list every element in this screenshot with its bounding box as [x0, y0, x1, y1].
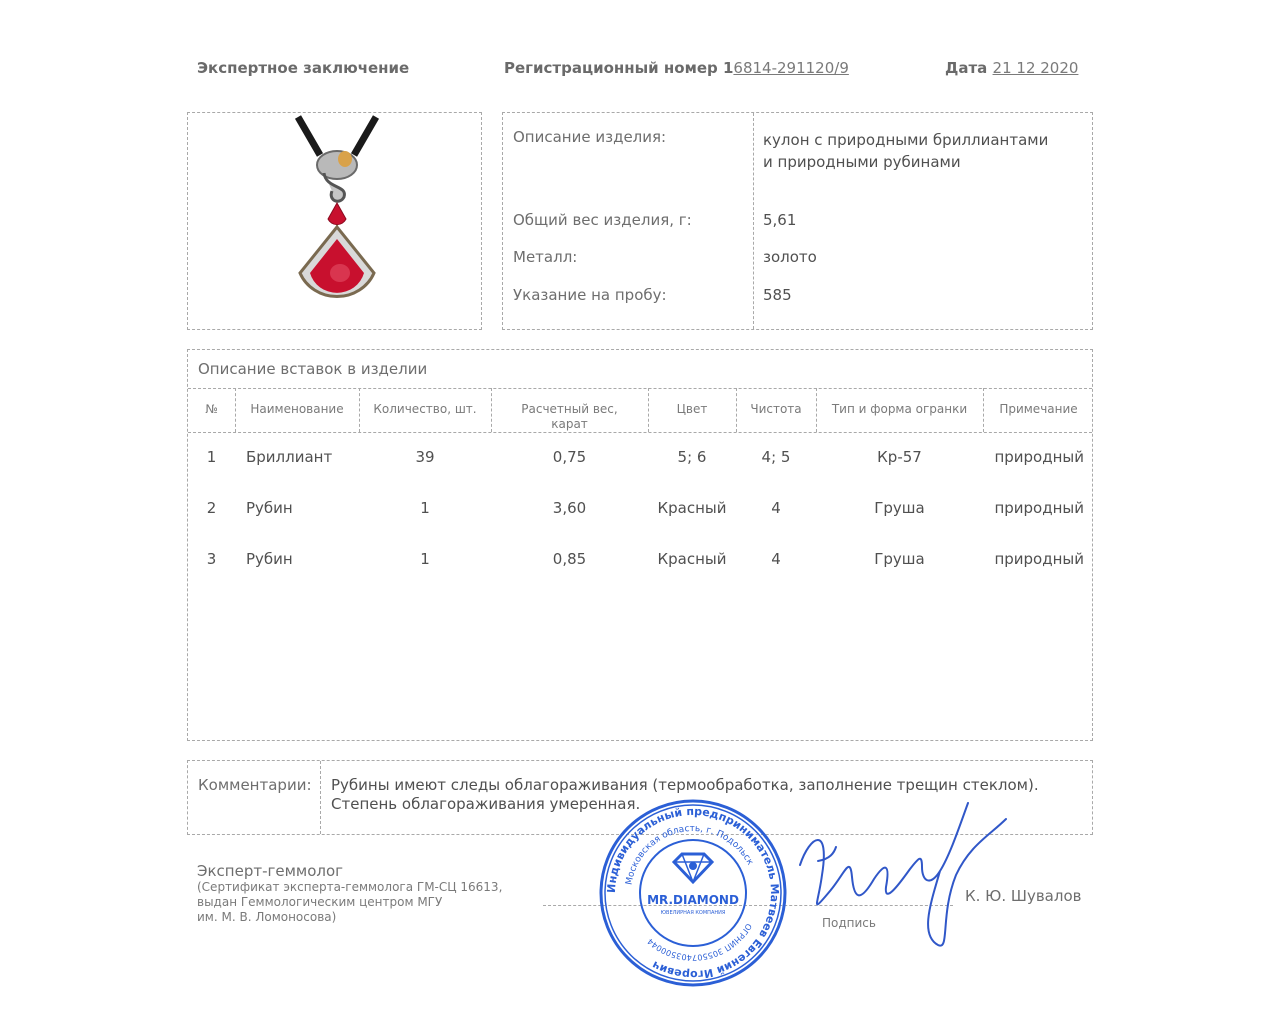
comments-line1: Рубины имеют следы облагораживания (термообработка, заполнение трещин стеклом). [331, 776, 1039, 794]
column-header-note: Примечание [999, 402, 1078, 416]
column-header-quantity: Количество, шт. [373, 402, 477, 416]
table-cell-color: Красный [657, 499, 727, 517]
handwritten-signature [790, 795, 1020, 955]
table-cell-note: природный [994, 499, 1084, 517]
table-cell-cut: Груша [874, 550, 925, 568]
certificate-line3: им. М. В. Ломоносова) [197, 910, 337, 924]
document-title: Экспертное заключение [197, 59, 410, 77]
stamp-region-text: Московская область, г. Подольск [624, 823, 755, 886]
expert-certificate [197, 880, 502, 925]
assay-value: 585 [763, 286, 792, 304]
column-header-color: Цвет [676, 402, 708, 416]
table-cell-name: Бриллиант [246, 448, 333, 466]
stamp-logo-subtext: ЮВЕЛИРНАЯ КОМПАНИЯ [660, 910, 726, 916]
certificate-line1: (Сертификат эксперта-геммолога ГМ-СЦ 16613, [197, 880, 503, 894]
table-cell-color: Красный [657, 550, 727, 568]
table-header-bottom-rule [188, 432, 1092, 433]
signature-caption: Подпись [822, 916, 876, 930]
table-cell-weight: 0,85 [552, 550, 587, 568]
item-value-line2: и природными рубинами [763, 153, 961, 171]
stamp-outer-text: Индивидуальный предприниматель Матвеев Евгений Игоревич [604, 804, 782, 982]
table-cell-number: 1 [206, 448, 217, 466]
company-stamp [598, 798, 788, 988]
column-header-cut: Тип и форма огранки [831, 402, 968, 416]
product-photo-box [187, 112, 482, 330]
item-value-line1: кулон с природными бриллиантами [763, 131, 1049, 149]
table-cell-note: природный [994, 448, 1084, 466]
table-cell-number: 3 [206, 550, 217, 568]
column-header-number: № [205, 402, 218, 416]
certificate-line2: выдан Геммологическим центром МГУ [197, 895, 443, 909]
table-cell-clarity: 4; 5 [761, 448, 791, 466]
item-description-box [502, 112, 1093, 330]
diamond-logo-icon [674, 854, 712, 882]
item-value [763, 129, 1048, 173]
pendant-image [188, 113, 481, 329]
table-cell-color: 5; 6 [677, 448, 707, 466]
table-cell-cut: Груша [874, 499, 925, 517]
table-cell-quantity: 1 [420, 499, 430, 517]
expert-title: Эксперт-геммолог [197, 862, 344, 880]
inserts-title: Описание вставок в изделии [198, 360, 428, 378]
table-cell-clarity: 4 [771, 550, 781, 568]
comments-line2: Степень облагораживания умеренная. [331, 795, 641, 813]
stamp-logo-text: MR.DIAMOND [647, 893, 739, 907]
stamp-ogrn-text: ОГРНИП 305507403500044 [645, 921, 754, 963]
document-date [945, 59, 1078, 77]
inserts-table [187, 349, 1093, 741]
metal-value: золото [763, 248, 817, 266]
column-header-weight-line1: Расчетный вес, [521, 402, 618, 416]
table-cell-quantity: 39 [415, 448, 435, 466]
date-label: Дата [945, 59, 988, 77]
weight-value: 5,61 [763, 211, 797, 229]
table-cell-note: природный [994, 550, 1084, 568]
column-header-name: Наименование [250, 402, 344, 416]
column-header-weight-line2: карат [551, 417, 588, 431]
item-label: Описание изделия: [513, 128, 667, 146]
comments-divider [320, 761, 321, 834]
weight-label: Общий вес изделия, г: [513, 211, 692, 229]
date-value: 21 12 2020 [992, 59, 1079, 77]
description-divider [753, 113, 754, 329]
table-cell-weight: 0,75 [552, 448, 587, 466]
column-header-clarity: Чистота [750, 402, 802, 416]
table-cell-clarity: 4 [771, 499, 781, 517]
registration-label: Регистрационный номер 1 [504, 59, 734, 77]
table-header-top-rule [188, 388, 1092, 389]
table-cell-number: 2 [206, 499, 217, 517]
registration-number [504, 59, 849, 77]
assay-label: Указание на пробу: [513, 286, 667, 304]
table-cell-cut: Кр-57 [877, 448, 922, 466]
registration-value: 6814-291120/9 [733, 59, 849, 77]
column-header-weight [491, 402, 648, 432]
metal-label: Металл: [513, 248, 578, 266]
table-cell-name: Рубин [246, 499, 293, 517]
comments-label: Комментарии: [198, 776, 312, 794]
table-cell-quantity: 1 [420, 550, 430, 568]
table-cell-weight: 3,60 [552, 499, 587, 517]
table-cell-name: Рубин [246, 550, 293, 568]
expert-name: К. Ю. Шувалов [965, 887, 1082, 905]
